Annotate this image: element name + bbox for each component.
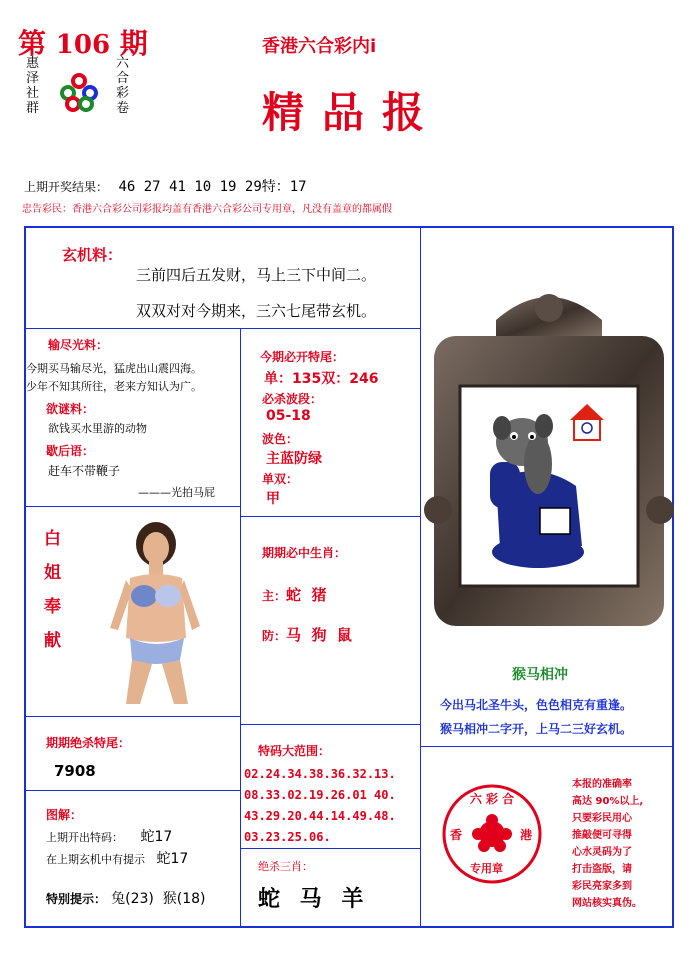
logo-icon — [58, 72, 100, 112]
picture-line2: 猴马相冲二字开，上马二三好玄机。 — [440, 722, 633, 736]
main-title: 精品报 — [262, 88, 443, 137]
accuracy-line: 高达 90%以上, — [572, 796, 644, 807]
fanwei-row: 43.29.20.44.14.49.48. — [244, 809, 396, 823]
xuanji-label: 玄机料： — [62, 246, 123, 264]
official-stamp — [440, 782, 544, 886]
tebie-label: 特别提示： — [46, 892, 107, 906]
shujin-line1: 今期买马输尽光，猛虎出山震四海。 — [26, 362, 202, 375]
picture-line1: 今出马北圣牛头，色色相克有重逢。 — [440, 698, 633, 712]
warning-text: 忠告彩民：香港六合彩公司彩报均盖有香港六合彩公司专用章，凡没有盖章的都属假 — [22, 204, 392, 215]
tewei-label: 今期必开特尾： — [260, 350, 345, 364]
tujie-line1-value: 蛇17 — [140, 829, 173, 845]
xiehouyu-text: 赶车不带鞭子 — [48, 464, 121, 478]
issue-number: 106 — [55, 30, 111, 60]
tujie-line2 — [46, 848, 188, 868]
issue-suffix: 期 — [119, 27, 148, 60]
divider-left-jueshate — [24, 716, 240, 717]
stamp-left: 香 — [450, 828, 463, 842]
bose-label: 波色： — [262, 432, 299, 446]
xuanji-line1: 三前四后五发财，马上三下中间二。 — [136, 266, 377, 284]
bosha-label: 必杀波段： — [262, 392, 323, 406]
accuracy-line: 只要彩民用心 — [572, 813, 632, 824]
results-row — [24, 176, 307, 196]
danshuang-label: 单双： — [262, 472, 299, 486]
shujin-label: 输尽光料： — [48, 338, 109, 352]
top-title: 香港六合彩内i — [262, 36, 377, 57]
divider-left-photo-top — [24, 506, 240, 507]
tujie-line2-value: 蛇17 — [156, 851, 189, 867]
divider-middle-column — [240, 328, 241, 928]
tujie-label: 图解： — [46, 808, 83, 822]
accuracy-line: 本报的准确率 — [572, 779, 632, 790]
fanwei-row: 02.24.34.38.36.32.13. — [244, 767, 396, 781]
shengxiao-main-value: 蛇 猪 — [286, 586, 327, 604]
right-vertical-text: 六合彩卷 — [116, 56, 130, 116]
shengxiao-main-label: 主： — [262, 589, 287, 603]
divider-right-column — [420, 226, 421, 928]
fanwei-row: 03.23.25.06. — [244, 830, 331, 844]
xuanji-line2: 双双对对今期来，三六七尾带玄机。 — [136, 302, 377, 320]
left-vertical-text: 惠泽社群 — [26, 56, 40, 116]
issue-prefix: 第 — [18, 27, 47, 60]
shengxiao-fang-label: 防： — [262, 629, 287, 643]
tujie-line2-label: 在上期玄机中有提示 — [46, 853, 145, 866]
bosha-value: 05-18 — [266, 408, 311, 424]
xiehouyu-answer: ———光拍马屁 — [138, 486, 215, 499]
bai-jie-char: 姐 — [44, 563, 61, 583]
stamp-right: 港 — [520, 828, 533, 842]
accuracy-text — [572, 776, 643, 912]
shengxiao-main — [262, 584, 326, 605]
divider-mid-sha — [240, 848, 420, 849]
model-photo — [96, 518, 208, 708]
yuyu-text: 欲钱买水里游的动物 — [48, 422, 147, 435]
shengxiao-label: 期期必中生肖： — [262, 546, 347, 560]
accuracy-line: 心水灵码为了 — [572, 847, 632, 858]
xiehouyu-label: 歇后语： — [46, 444, 95, 458]
sha-label: 绝杀三肖： — [258, 860, 313, 873]
bai-jie-char: 奉 — [44, 597, 61, 617]
accuracy-line: 网站核实真伪。 — [572, 898, 642, 909]
results-label: 上期开奖结果： — [24, 180, 109, 194]
danshuang-value: 甲 — [266, 491, 280, 507]
tebie-row — [46, 888, 206, 908]
stamp-bottom: 专用章 — [470, 862, 503, 875]
tewei-value: 单：135双：246 — [264, 371, 379, 387]
sha-value: 蛇 马 羊 — [258, 886, 370, 912]
fanwei-rows — [244, 764, 418, 848]
tebie-value: 兔(23) 猴(18) — [111, 891, 206, 907]
bose-value: 主蓝防绿 — [266, 451, 322, 467]
fanwei-row: 08.33.02.19.26.01 40. — [244, 788, 396, 802]
shengxiao-fang-value: 马 狗 鼠 — [286, 626, 352, 644]
stamp-top: 六 彩 合 — [469, 792, 515, 806]
divider-mid-fanwei — [240, 724, 420, 725]
jueshate-label: 期期绝杀特尾： — [46, 736, 131, 750]
tujie-line1-label: 上期开出特码： — [46, 831, 123, 844]
jueshate-value: 7908 — [54, 762, 96, 780]
yuyu-label: 欲谜料： — [46, 402, 95, 416]
accuracy-line: 推敲便可寻得 — [572, 830, 632, 841]
tujie-line1 — [46, 826, 172, 846]
accuracy-line: 打击盗版，请 — [572, 864, 632, 875]
bai-jie-char: 白 — [44, 529, 61, 549]
divider-mid-shengxiao — [240, 516, 420, 517]
results-numbers: 46 27 41 10 19 29特：17 — [118, 179, 307, 195]
picture-caption: 猴马相冲 — [512, 667, 568, 683]
bai-jie-char: 献 — [44, 631, 61, 651]
divider-left-tujie — [24, 790, 240, 791]
bai-jie-vertical — [44, 522, 61, 658]
shujin-line2: 少年不知其所往，老来方知认为广。 — [26, 380, 202, 393]
shengxiao-fang — [262, 624, 352, 645]
divider-right-caption — [420, 746, 674, 747]
ornate-frame-picture — [426, 280, 672, 636]
fanwei-label: 特码大范围： — [258, 744, 331, 758]
divider-xuanji — [24, 328, 420, 329]
accuracy-line: 彩民亮家多到 — [572, 881, 632, 892]
